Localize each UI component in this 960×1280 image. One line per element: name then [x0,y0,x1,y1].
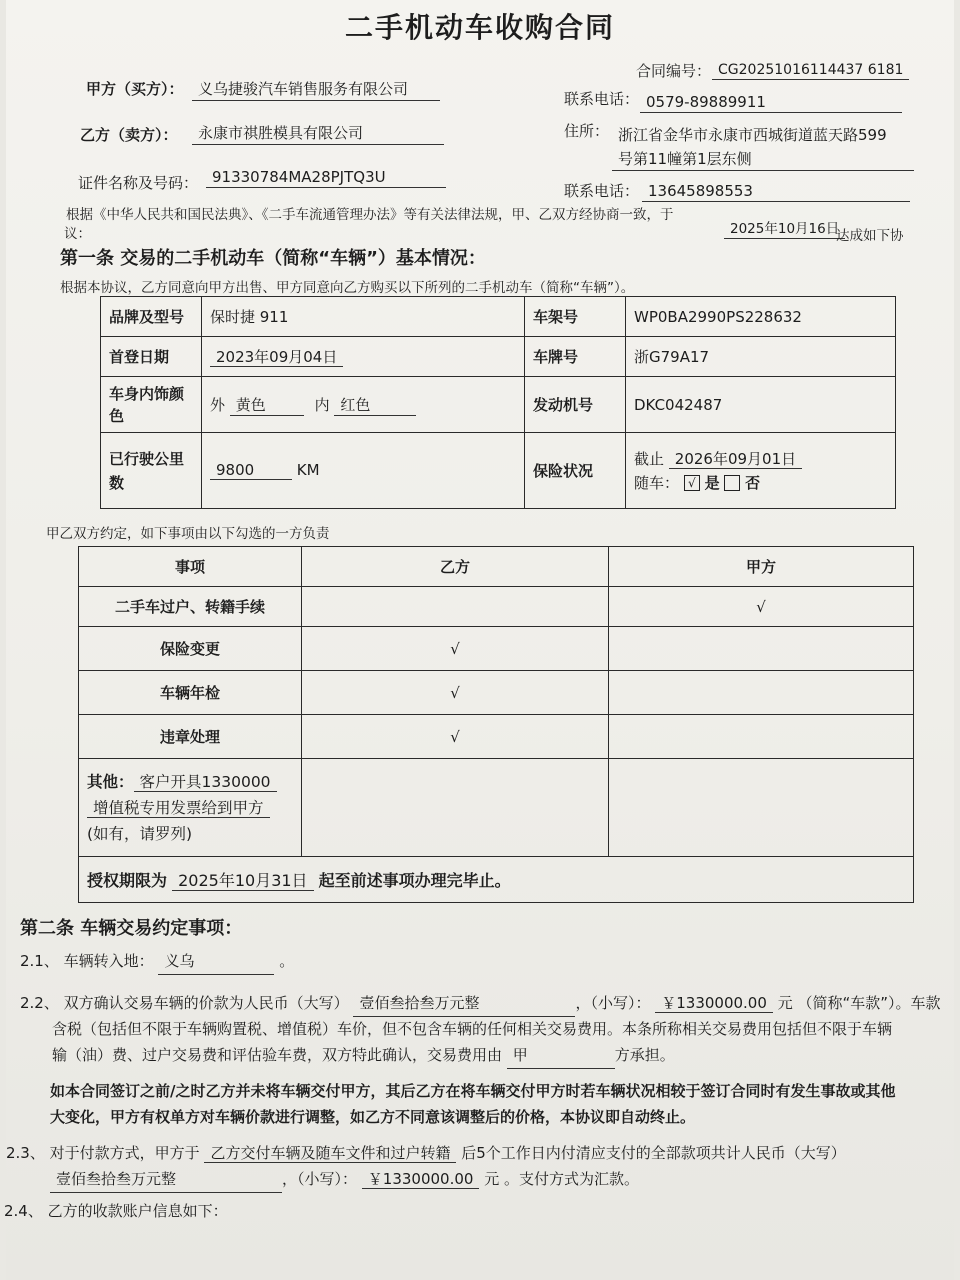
c23-cond: 乙方交付车辆及随车文件和过户转籍 [204,1144,456,1163]
deadline-value: 2025年10月31日 [172,871,313,891]
duty-insurance-a[interactable] [609,627,914,671]
plate-value: 浙G79A17 [626,337,896,377]
yes-checkbox[interactable]: √ [684,475,700,491]
c21-end: 。 [279,952,295,970]
party-b-label: 乙方（卖方）： [80,126,178,144]
preamble-text2: 达成如下协 [836,228,904,244]
article2-heading: 第二条 车辆交易约定事项： [20,918,243,939]
with-car-label: 随车： [634,473,680,492]
ext-color: 黄色 [230,394,304,416]
color-cell [202,377,525,433]
no-label: 否 [745,473,761,492]
c22-payer: 甲 [507,1042,615,1069]
c22-text1: 双方确认交易车辆的价款为人民币（大写） [63,994,349,1012]
c22-no: 2.2、 [20,994,59,1012]
party-b-name: 永康市祺胜模具有限公司 [192,122,444,145]
duty-transfer-b[interactable] [302,587,609,627]
c21-value: 义乌 [158,948,274,975]
insurance-until: 2026年09月01日 [669,450,802,469]
party-b-id-label: 证件名称及号码： [78,174,199,192]
vin-value: WP0BA2990PS228632 [626,297,896,337]
party-b-phone: 13645898553 [642,182,910,202]
other-line3: (如有，请罗列) [87,824,193,843]
plate-label: 车牌号 [525,337,626,377]
other-line2: 增值税专用发票给到甲方 [87,799,270,818]
c23-no: 2.3、 [6,1144,45,1162]
duty-inspection: 车辆年检 [79,671,302,715]
article1-heading: 第一条 交易的二手机动车（简称“车辆”）基本情况： [60,248,486,269]
brand-value: 保时捷 911 [202,297,525,337]
clause-2-2-line1 [20,990,941,1017]
reg-date-cell [202,337,525,377]
mileage-value: 9800 [210,461,292,480]
party-a-phone-label: 联系电话： [564,90,640,108]
duties-header-item: 事项 [79,547,302,587]
no-checkbox[interactable] [724,475,740,491]
party-b-id-value: 91330784MA28PJTQ3U [206,168,446,188]
party-b-address-label: 住所： [564,122,610,140]
duty-violation-a[interactable] [609,715,914,759]
party-b-phone-label: 联系电话： [564,182,640,200]
party-b-address-line2: 号第11幢第1层东侧 [612,148,914,171]
c22-text2: ，（小写）： [575,994,651,1012]
c22-line3a: 输（油）费、过户交易费和评估验车费，双方特此确认，交易费用由 [52,1046,503,1064]
clause-2-1 [20,948,294,975]
duty-other-a[interactable] [609,759,914,857]
party-a-label: 甲方（买方）： [86,80,184,98]
insurance-until-label: 截止 [634,449,665,468]
duty-inspection-a[interactable] [609,671,914,715]
c23-text3: ，（小写）： [282,1170,358,1188]
c23-lower: ￥1330000.00 [362,1170,480,1189]
reg-date-value: 2023年09月04日 [210,348,343,367]
color-label: 车身内饰颜色 [101,377,202,433]
c21-label: 车辆转入地： [63,952,154,970]
other-label: 其他： [87,772,134,791]
c23-upper: 壹佰叁拾叁万元整 [50,1166,282,1193]
clause-2-2-line3 [52,1042,675,1069]
party-b-address-line1: 浙江省金华市永康市西城街道蓝天路599 [618,126,887,144]
clause-2-4 [4,1198,228,1224]
deadline-cell [79,857,914,903]
reg-date-label: 首登日期 [101,337,202,377]
duty-violation-b[interactable]: √ [302,715,609,759]
c24-no: 2.4、 [4,1202,43,1220]
bold-line1: 如本合同签订之前/之时乙方并未将车辆交付甲方，其后乙方在将车辆交付甲方时若车辆状况相较于签订合同时有发生事故或其他 [50,1082,896,1100]
c23-text4: 元 。支付方式为汇款。 [484,1170,640,1188]
c21-no: 2.1、 [20,952,59,970]
mileage-label: 已行驶公里数 [101,433,202,509]
c23-text1: 对于付款方式，甲方于 [49,1144,200,1162]
yes-label: 是 [704,473,720,492]
c24-text: 乙方的收款账户信息如下： [47,1202,228,1220]
vehicle-info-table [100,296,896,509]
brand-label: 品牌及型号 [101,297,202,337]
duties-table [78,546,914,903]
duties-intro: 甲乙双方约定，如下事项由以下勾选的一方负责 [46,526,330,542]
duty-inspection-b[interactable]: √ [302,671,609,715]
duty-other-cell [79,759,302,857]
duty-other-b[interactable] [302,759,609,857]
int-label: 内 [314,395,330,414]
vin-label: 车架号 [525,297,626,337]
mileage-cell [202,433,525,509]
c22-line3b: 方承担。 [614,1046,675,1064]
duty-transfer-a[interactable]: √ [609,587,914,627]
preamble-date: 2025年10月16日 [724,217,845,239]
duties-header-b: 乙方 [302,547,609,587]
clause-2-3-line2 [50,1166,639,1193]
c22-upper: 壹佰叁拾叁万元整 [353,990,575,1017]
duty-insurance: 保险变更 [79,627,302,671]
insurance-label: 保险状况 [525,433,626,509]
engine-label: 发动机号 [525,377,626,433]
duties-header-a: 甲方 [609,547,914,587]
int-color: 红色 [334,394,416,416]
mileage-unit: KM [296,461,320,479]
other-line1: 客户开具1330000 [134,773,277,792]
contract-title: 二手机动车收购合同 [344,11,615,44]
deadline-suffix: 起至前述事项办理完毕止。 [318,871,511,890]
preamble-text3: 议： [64,226,91,242]
duty-insurance-b[interactable]: √ [302,627,609,671]
contract-no-value: CG20251016114437 6181 [712,62,909,80]
engine-value: DKC042487 [626,377,896,433]
c22-text3: 元 （简称“车款”）。车款 [777,994,941,1012]
article1-intro: 根据本协议，乙方同意向甲方出售、甲方同意向乙方购买以下所列的二手机动车（简称“车辆”）。 [60,280,635,296]
party-a-phone: 0579-89889911 [640,93,902,113]
ext-label: 外 [210,395,226,414]
c23-text2: 后5个工作日内付清应支付的全部款项共计人民币（大写） [461,1144,846,1162]
contract-no-label: 合同编号： [636,62,712,80]
deadline-label: 授权期限为 [87,871,168,890]
c22-line2: 含税（包括但不限于车辆购置税、增值税）车价，但不包含车辆的任何相关交易费用。本条所称相关交易费用包括但不限于车辆 [52,1020,893,1038]
insurance-cell [626,433,896,509]
bold-line2: 大变化，甲方有权单方对车辆价款进行调整，如乙方不同意该调整后的价格，本协议即自动终止。 [50,1108,696,1126]
preamble-text: 根据《中华人民共和国民法典》、《二手车流通管理办法》等有关法律法规，甲、乙双方经协商一致，于 [66,207,674,223]
c22-lower: ￥1330000.00 [655,994,773,1013]
duty-violation: 违章处理 [79,715,302,759]
party-a-name: 义乌捷骏汽车销售服务有限公司 [192,78,440,101]
clause-2-3-line1 [6,1140,846,1166]
duty-transfer: 二手车过户、转籍手续 [79,587,302,627]
